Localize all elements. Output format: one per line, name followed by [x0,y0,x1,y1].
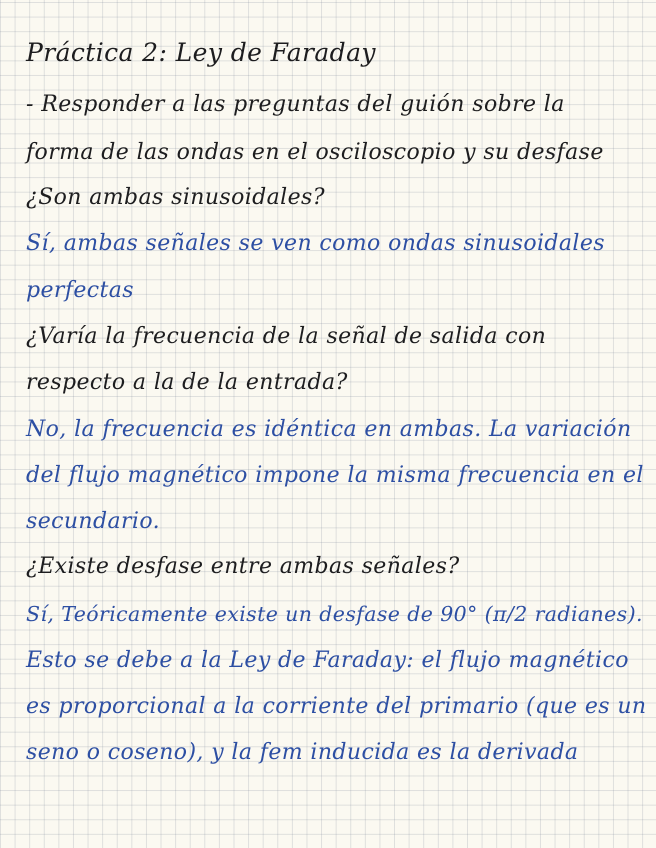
question-1: ¿Son ambas sinusoidales? [26,185,325,210]
question-2-line-1: ¿Varía la frecuencia de la señal de salida con [26,324,547,349]
answer-1-line-1: Sí, ambas señales se ven como ondas sinusoidales [26,231,605,256]
question-2-line-2: respecto a la de la entrada? [26,370,348,395]
answer-2-line-2: del flujo magnético impone la misma frecuencia en el [26,463,644,488]
answer-3-line-4: seno o coseno), y la fem inducida es la derivada [26,740,579,765]
answer-2-line-1: No, la frecuencia es idéntica en ambas. La variación [26,417,632,442]
answer-1-line-2: perfectas [26,278,134,303]
answer-3-line-2: Esto se debe a la Ley de Faraday: el flujo magnético [26,648,629,673]
answer-3-line-1: Sí, Teóricamente existe un desfase de 90° (π/2 radianes). [26,602,643,626]
question-3: ¿Existe desfase entre ambas señales? [26,554,460,579]
note-line-instruction-1: - Responder a las preguntas del guión sobre la [26,92,565,117]
answer-3-line-3: es proporcional a la corriente del primario (que es un [26,694,647,719]
note-title: Práctica 2: Ley de Faraday [26,38,376,67]
note-line-instruction-2: forma de las ondas en el osciloscopio y su desfase [26,140,604,165]
answer-2-line-3: secundario. [26,509,160,534]
